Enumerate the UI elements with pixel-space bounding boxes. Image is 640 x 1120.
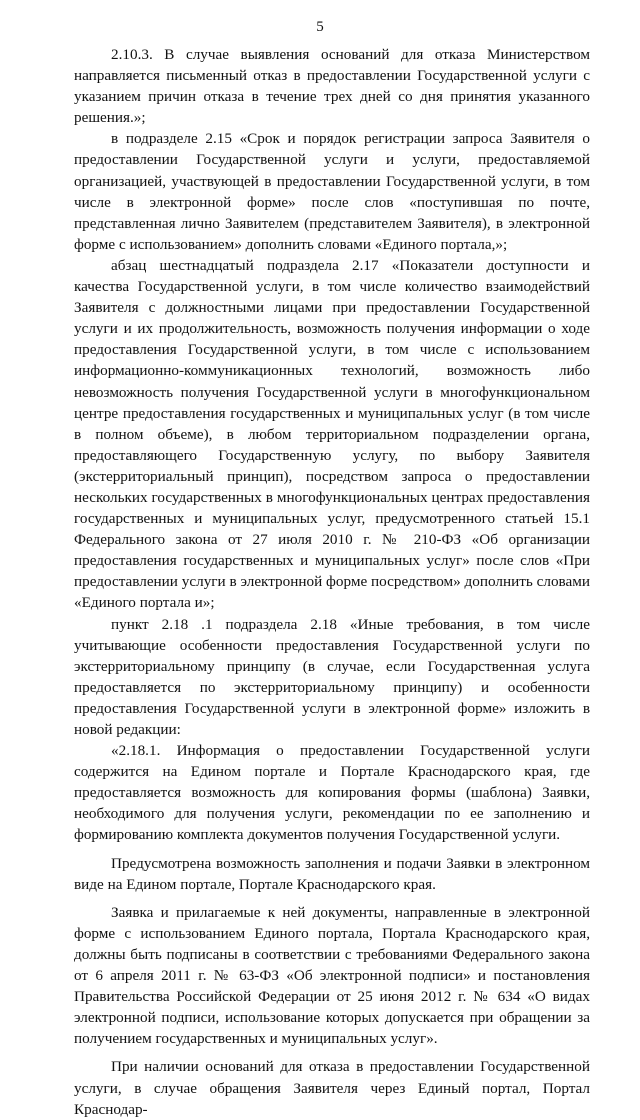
paragraph-subsection-2-15: в подразделе 2.15 «Срок и порядок регистрации запроса Заявителя о предоставлении Государственной услуги и услуги, предоставляемой организацией, участвующей в предоставлении Государственной услуги, в том числе в электронной форме» после слов «поступившая по почте, представленная лично Заявителем (представителем Заявителя), в электронной форме с использованием» дополнить словами «Единого портала,»; [74,130,590,253]
paragraph-electronic-signature: Заявка и прилагаемые к ней документы, направленные в электронной форме с использованием Единого портала, Портала Краснодарского края, должны быть подписаны в соответствии с требованиями Федерального закона от 6 апреля 2011 г. № 63-ФЗ «Об электронной подписи» и постановления Правительства Российской Федерации от 25 июня 2012 г. № 634 «О видах электронной подписи, использование которых допускается при обращении за получением государственных и муниципальных услуг». [74,903,590,1048]
paragraph-new-2-18-1: «2.18.1. Информация о предоставлении Государственной услуги содержится на Едином портале и Портале Краснодарского края, где предоставляется возможность для копирования формы (шаблона) Заявки, необходимого для получения услуги, рекомендации по ее заполнению и формированию комплекта документов получения Государственной услуги. [74,742,590,844]
document-body [74,44,590,1120]
page-number: 5 [316,19,324,35]
paragraph-subsection-2-17: абзац шестнадцатый подраздела 2.17 «Показатели доступности и качества Государственной услуги, в том числе количество взаимодействий Заявителя с должностными лицами при предоставлении Государственной услуги и их продолжительность, возможность получения информации о ходе предоставления Государственной услуги, в том числе с использованием информационно-коммуникационных технологий, возможность либо невозможность получения Государственной услуги в многофункциональном центре предоставления государственных и муниципальных услуг (в том числе в полном объеме), в любом территориальном подразделении органа, предоставляющего Государственную услугу, по выбору Заявителя (экстерриториальный принцип), посредством запроса о предоставлении нескольких государственных в многофункциональных центрах предоставления государственных и муниципальных услуг, предусмотренного статьей 15.1 Федерального закона от 27 июля 2010 г. № 210-ФЗ «Об организации предоставления государственных и муниципальных услуг» после слов «При предоставлении услуги в электронной форме посредством» дополнить словами «Единого портала и»; [74,256,590,612]
paragraph-item-2-18-1: пункт 2.18 .1 подраздела 2.18 «Иные требования, в том числе учитывающие особенности предоставления Государственной услуги по экстерриториальному принципу (в случае, если Государственная услуга предоставляется по экстерриториальному принципу) и особенности предоставления Государственной услуги в электронной форме» изложить в новой редакции: [74,615,590,738]
paragraph-2-10-3: 2.10.3. В случае выявления оснований для отказа Министерством направляется письменный отказ в предоставлении Государственной услуги с указанием причин отказа в течение трех дней со дня принятия указанного решения.»; [74,46,590,127]
paragraph-refusal-grounds: При наличии оснований для отказа в предоставлении Государственной услуги, в случае обращения Заявителя через Единый портал, Портал Краснодар- [74,1058,590,1118]
paragraph-electronic-submission: Предусмотрена возможность заполнения и подачи Заявки в электронном виде на Едином портале, Портале Краснодарского края. [74,854,590,893]
